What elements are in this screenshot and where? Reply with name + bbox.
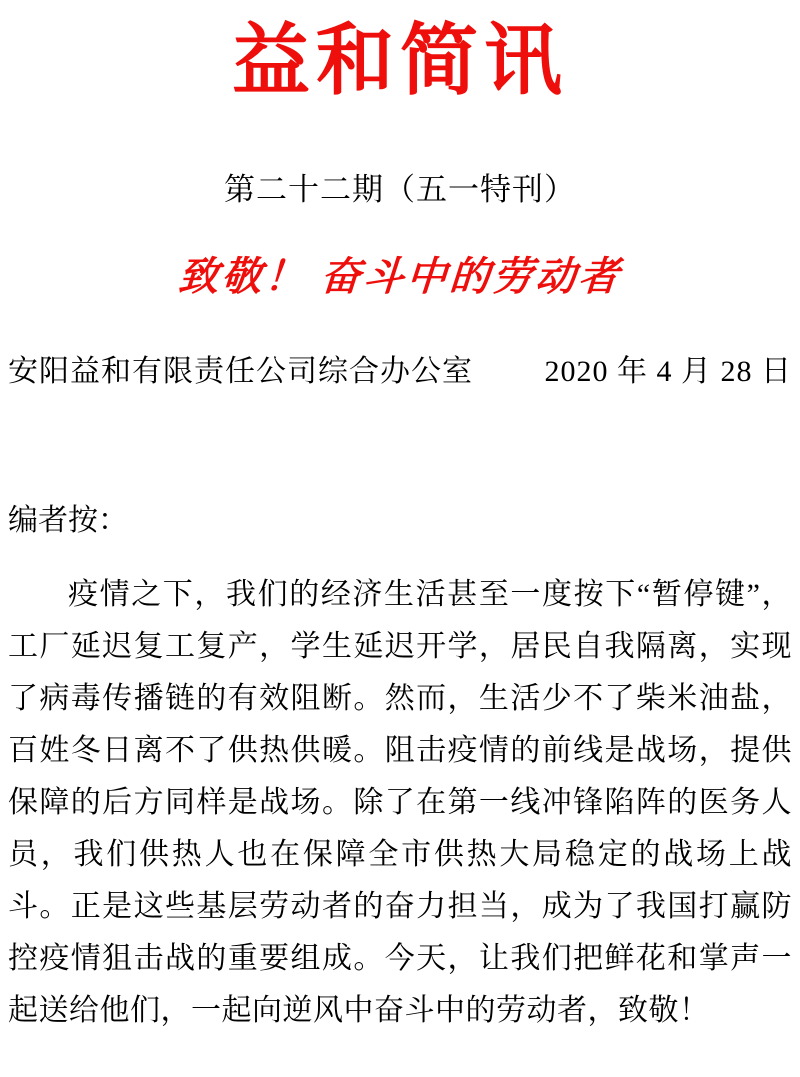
editor-note-label: 编者按：: [8, 503, 128, 537]
publisher-office: 安阳益和有限责任公司综合办公室: [8, 354, 473, 388]
issue-number-line: 第二十二期（五一特刊）: [224, 171, 576, 207]
newsletter-title: 益和简讯: [231, 17, 568, 104]
slogan-headline: 致敬！ 奋斗中的劳动者: [176, 253, 624, 299]
byline-row: [0, 352, 800, 391]
editor-note-paragraph: 疫情之下，我们的经济生活甚至一度按下“暂停键”，工厂延迟复工复产，学生延迟开学，居民自我隔离，实现了病毒传播链的有效阻断。然而，生活少不了柴米油盐，百姓冬日离不了供热供暖。阻击疫情的前线是战场，提供保障的后方同样是战场。除了在第一线冲锋陷阵的医务人员，我们供热人也在保障全市供热大局稳定的战场上战斗。正是这些基层劳动者的奋力担当，成为了我国打赢防控疫情狙击战的重要组成。今天，让我们把鲜花和掌声一起送给他们，一起向逆风中奋斗中的劳动者，致敬！: [8, 577, 792, 1027]
publish-date: 2020 年 4 月 28 日: [544, 354, 792, 388]
